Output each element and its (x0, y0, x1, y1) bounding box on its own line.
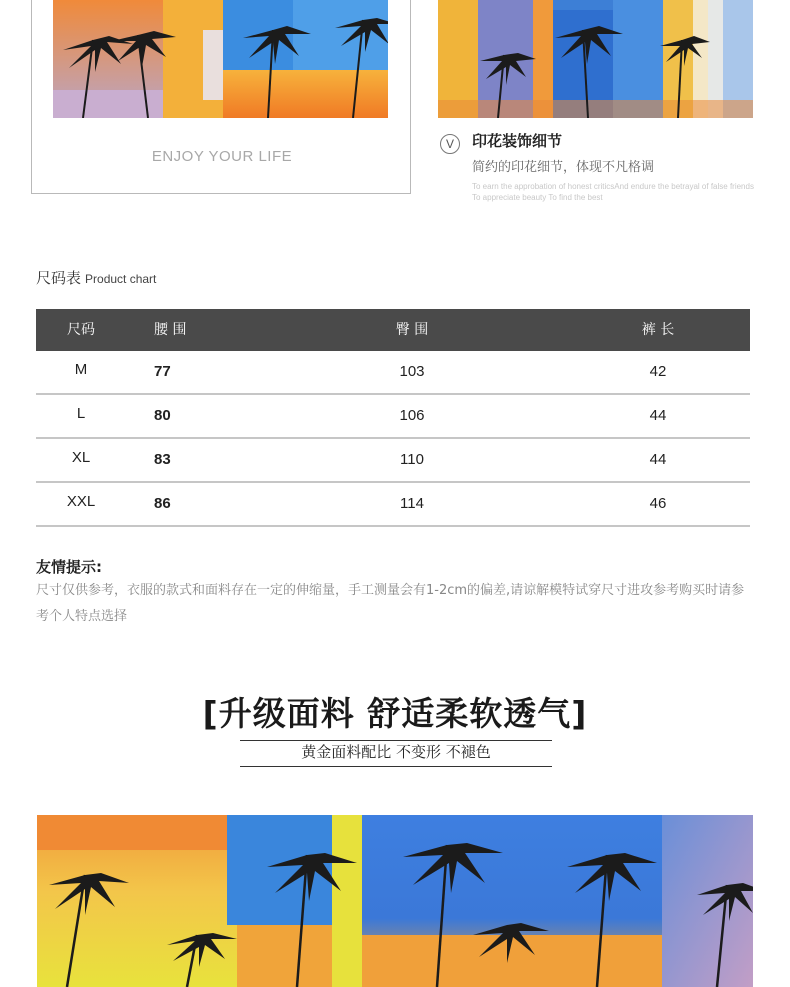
palm-print-fabric-image (53, 0, 388, 118)
header-size: 尺码 (67, 322, 95, 338)
cell-size: L (76, 405, 86, 422)
fabric-heading: [升级面料 舒适柔软透气] (202, 694, 588, 733)
header-hip: 臀 围 (395, 322, 429, 338)
header-length: 裤 长 (641, 322, 675, 338)
slogan-text: ENJOY YOUR LIFE (151, 148, 293, 165)
table-row (36, 439, 750, 483)
tips-body: 尺寸仅供参考，衣服的款式和面料存在一定的伸缩量，手工测量会有1-2cm的偏差,请谅解模特试穿尺寸进攻参考购买时请参考个人特点选择 (36, 583, 745, 624)
cell-length: 44 (649, 451, 667, 468)
size-table (36, 309, 750, 527)
table-row (36, 483, 750, 527)
cell-waist: 86 (154, 495, 171, 512)
fabric-subheading: 黄金面料配比 不变形 不褪色 (301, 743, 491, 761)
detail-title: 印花装饰细节 (472, 132, 563, 150)
cell-length: 46 (649, 495, 667, 512)
header-waist: 腰 围 (154, 322, 187, 338)
cell-waist: 83 (154, 451, 171, 468)
fabric-closeup-image (37, 815, 753, 987)
detail-english-text: To earn the approbation of honest criticsAnd endure the betrayal of false friends To appreciate beauty To find the best (472, 182, 754, 202)
table-row (36, 351, 750, 395)
cell-length: 44 (649, 407, 667, 424)
detail-subtitle: 简约的印花细节，体现不凡格调 (472, 160, 655, 175)
cell-hip: 103 (399, 363, 425, 380)
cell-size: XL (71, 449, 91, 466)
cell-size: XXL (66, 493, 96, 510)
cell-waist: 77 (154, 363, 171, 380)
cell-length: 42 (649, 363, 667, 380)
size-chart-title-cn: 尺码表 (36, 269, 82, 287)
table-row (36, 395, 750, 439)
size-chart-title-en: Product chart (85, 272, 157, 286)
tips-title: 友情提示: (36, 558, 102, 576)
cell-size: M (74, 361, 88, 378)
cell-hip: 114 (400, 495, 424, 512)
cell-hip: 106 (399, 407, 425, 424)
v-neck-icon: V (440, 134, 460, 154)
table-header (36, 309, 750, 351)
cell-waist: 80 (154, 407, 171, 424)
size-chart-title (36, 267, 156, 288)
cell-hip: 110 (400, 451, 424, 468)
divider-bottom (240, 766, 552, 767)
print-detail-image (438, 0, 753, 118)
